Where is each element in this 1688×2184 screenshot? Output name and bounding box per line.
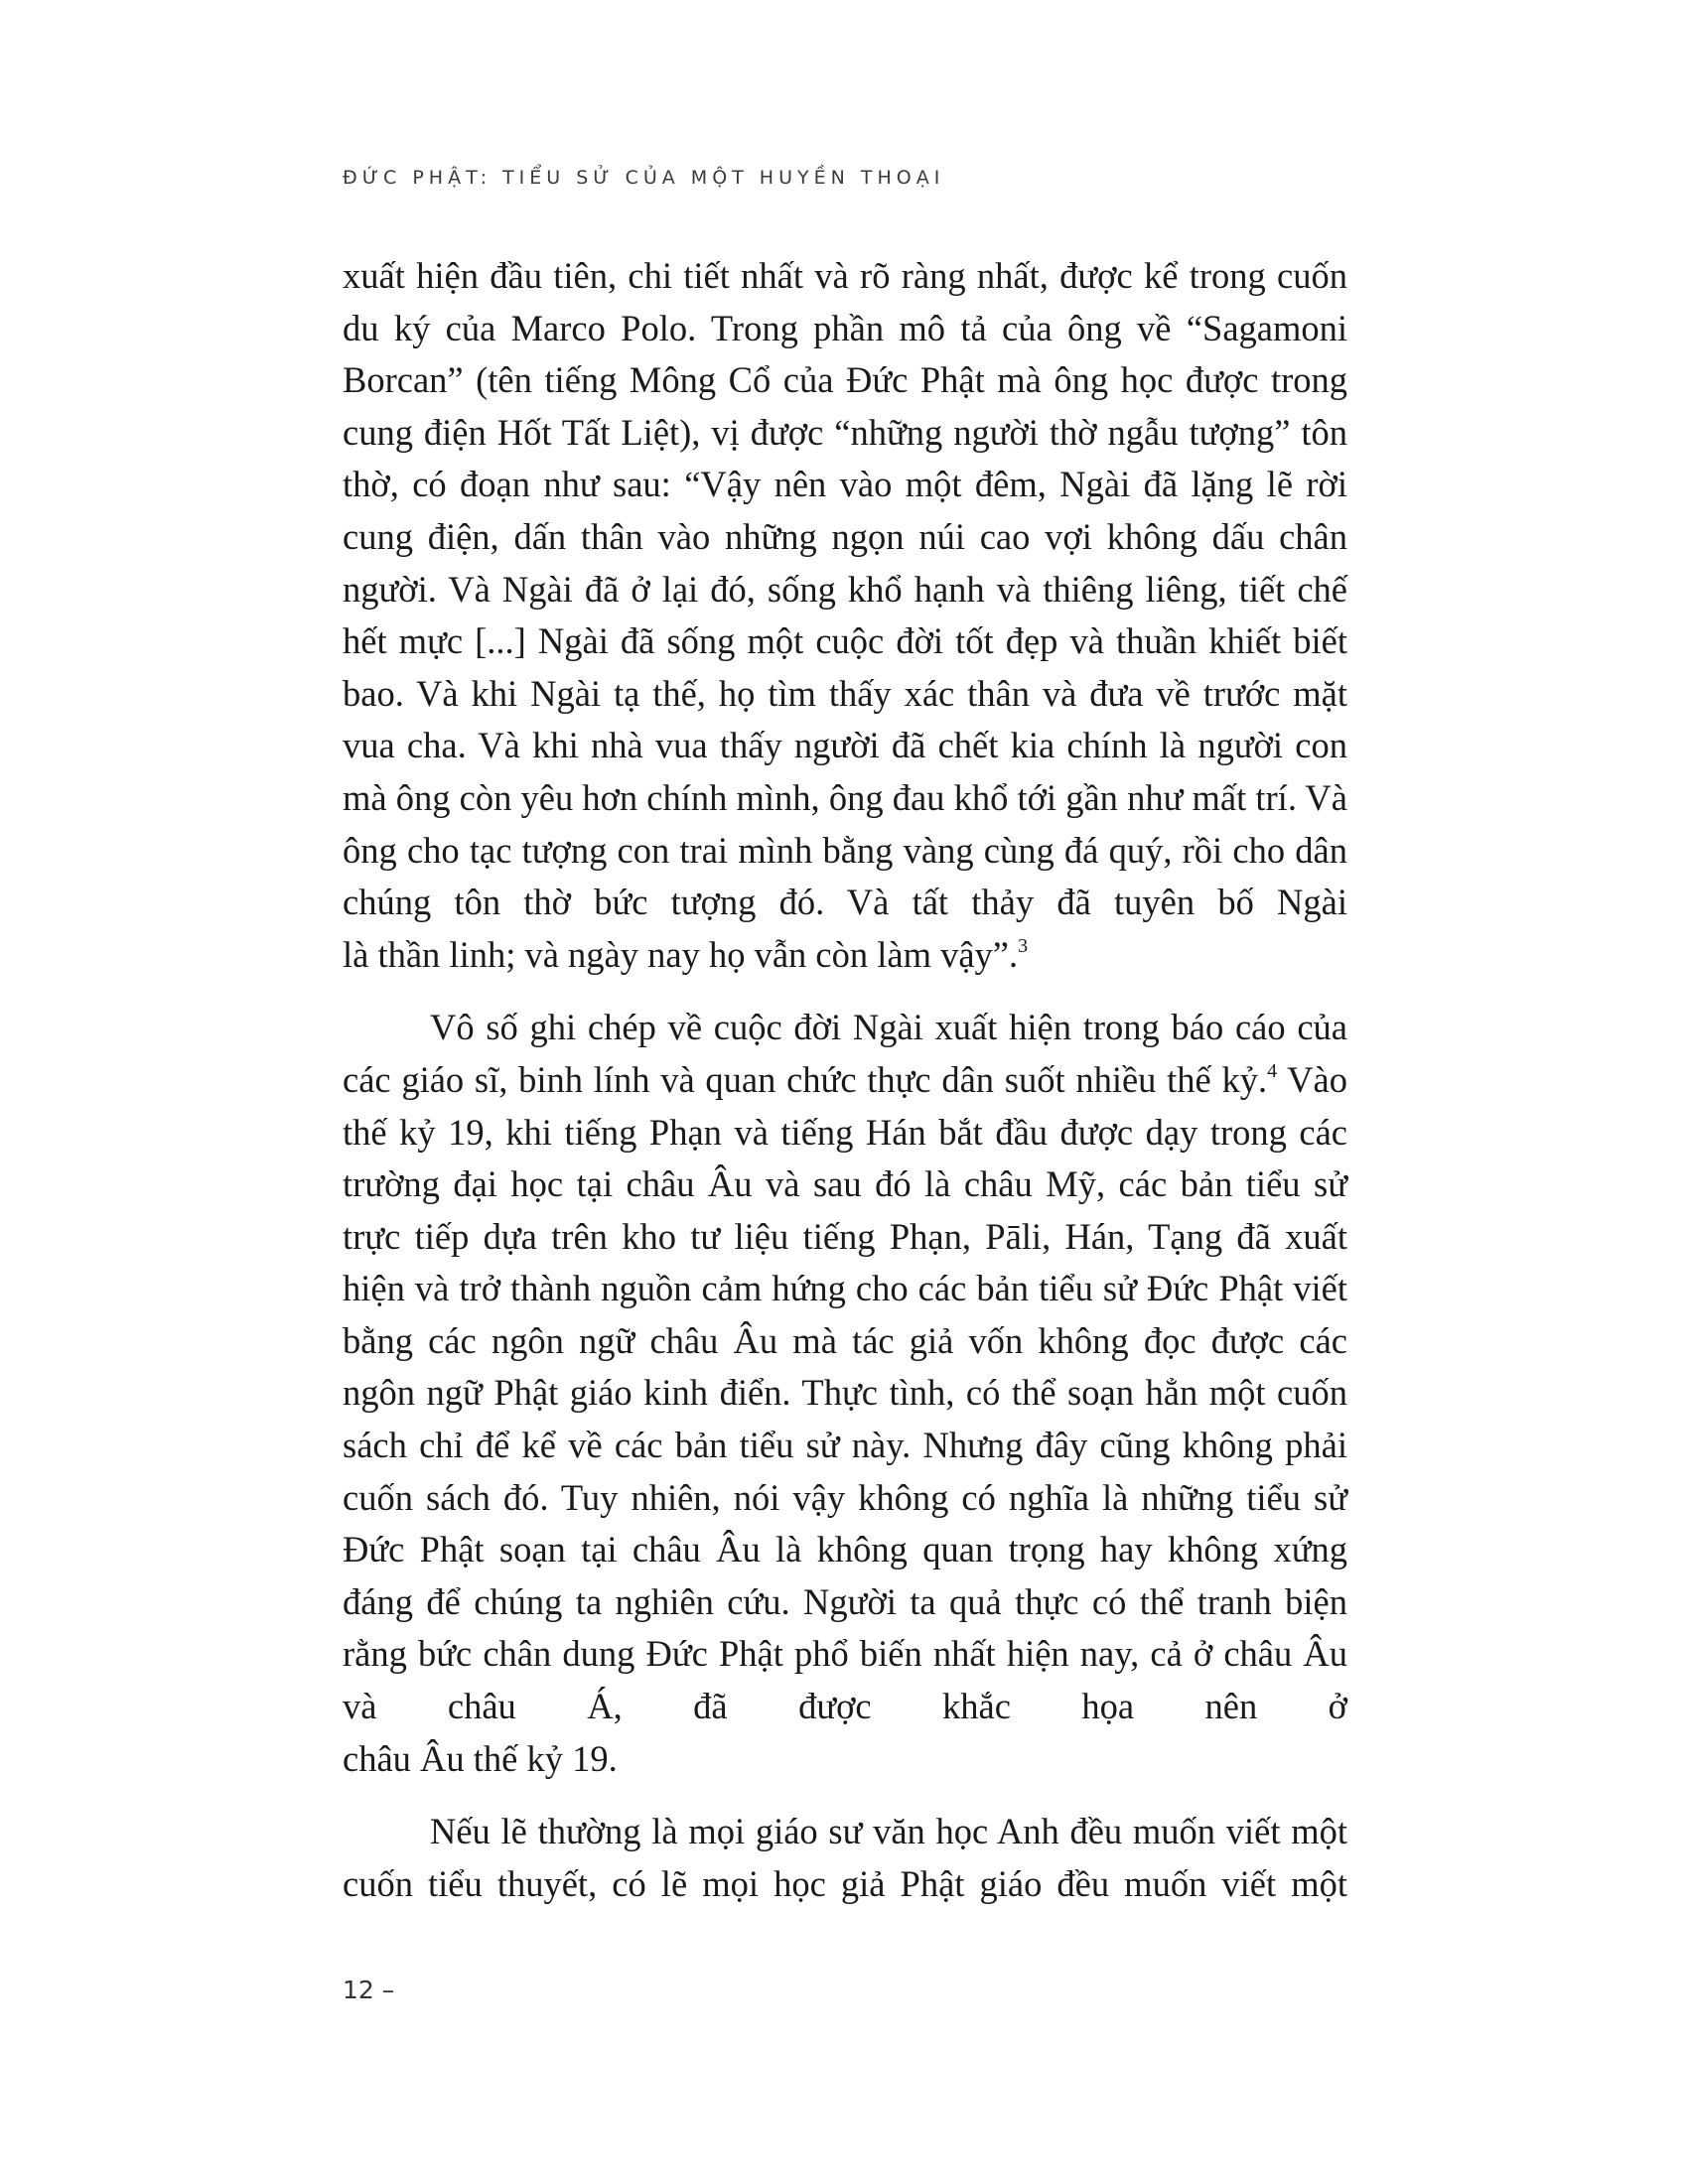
paragraph-3 <box>343 1806 1347 1910</box>
paragraph-2-last-line: châu Âu thế kỷ 19. <box>343 1737 618 1779</box>
page-number: 12 – <box>343 1976 395 2004</box>
paragraph-1-last-line <box>343 929 1347 982</box>
body-text <box>343 250 1347 1910</box>
paragraph-1 <box>343 250 1347 981</box>
footnote-marker-3: 3 <box>1018 934 1029 957</box>
paragraph-2 <box>343 1002 1347 1785</box>
paragraph-1-last-line-text: là thần linh; và ngày nay họ vẫn còn làm vậy”. <box>343 933 1019 975</box>
paragraph-3-text: Nếu lẽ thường là mọi giáo sư văn học Anh đều muốn viết một cuốn tiểu thuyết, có lẽ mọi học giả Phật giáo đều muốn viết một <box>343 1811 1347 1904</box>
paragraph-1-text: xuất hiện đầu tiên, chi tiết nhất và rõ ràng nhất, được kể trong cuốn du ký của Marco Polo. Trong phần mô tả của ông về “Sagamoni Borcan” (tên tiếng Mông Cổ của Đức Phật mà ông học được trong cung điện Hốt Tất Liệt), vị được “những người thờ ngẫu tượng” tôn thờ, có đoạn như sau: “Vậy nên vào một đêm, Ngài đã lặng lẽ rời cung điện, dấn thân vào những ngọn núi cao vợi không dấu chân người. Và Ngài đã ở lại đó, sống khổ hạnh và thiêng liêng, tiết chế hết mực [...] Ngài đã sống một cuộc đời tốt đẹp và thuần khiết biết bao. Và khi Ngài tạ thế, họ tìm thấy xác thân và đưa về trước mặt vua cha. Và khi nhà vua thấy người đã chết kia chính là người con mà ông còn yêu hơn chính mình, ông đau khổ tới gần như mất trí. Và ông cho tạc tượng con trai mình bằng vàng cùng đá quý, rồi cho dân chúng tôn thờ bức tượng đó. Và tất thảy đã tuyên bố Ngài <box>343 255 1347 923</box>
paragraph-2-lead: Vô số ghi chép về cuộc đời Ngài xuất hiện trong báo cáo của các giáo sĩ, binh lính và quan chức thực dân suốt nhiều thế kỷ. <box>343 1007 1347 1100</box>
running-header: ĐỨC PHẬT: TIỂU SỬ CỦA MỘT HUYỀN THOẠI <box>343 167 945 189</box>
paragraph-2-text: Vào thế kỷ 19, khi tiếng Phạn và tiếng Hán bắt đầu được dạy trong các trường đại học tại châu Âu và sau đó là châu Mỹ, các bản tiểu sử trực tiếp dựa trên kho tư liệu tiếng Phạn, Pāli, Hán, Tạng đã xuất hiện và trở thành nguồn cảm hứng cho các bản tiểu sử Đức Phật viết bằng các ngôn ngữ châu Âu mà tác giả vốn không đọc được các ngôn ngữ Phật giáo kinh điển. Thực tình, có thể soạn hẳn một cuốn sách chỉ để kể về các bản tiểu sử này. Nhưng đây cũng không phải cuốn sách đó. Tuy nhiên, nói vậy không có nghĩa là những tiểu sử Đức Phật soạn tại châu Âu là không quan trọng hay không xứng đáng để chúng ta nghiên cứu. Người ta quả thực có thể tranh biện rằng bức chân dung Đức Phật phổ biến nhất hiện nay, cả ở châu Âu và châu Á, đã được khắc họa nên ở <box>343 1058 1347 1727</box>
footnote-marker-4: 4 <box>1267 1059 1278 1082</box>
